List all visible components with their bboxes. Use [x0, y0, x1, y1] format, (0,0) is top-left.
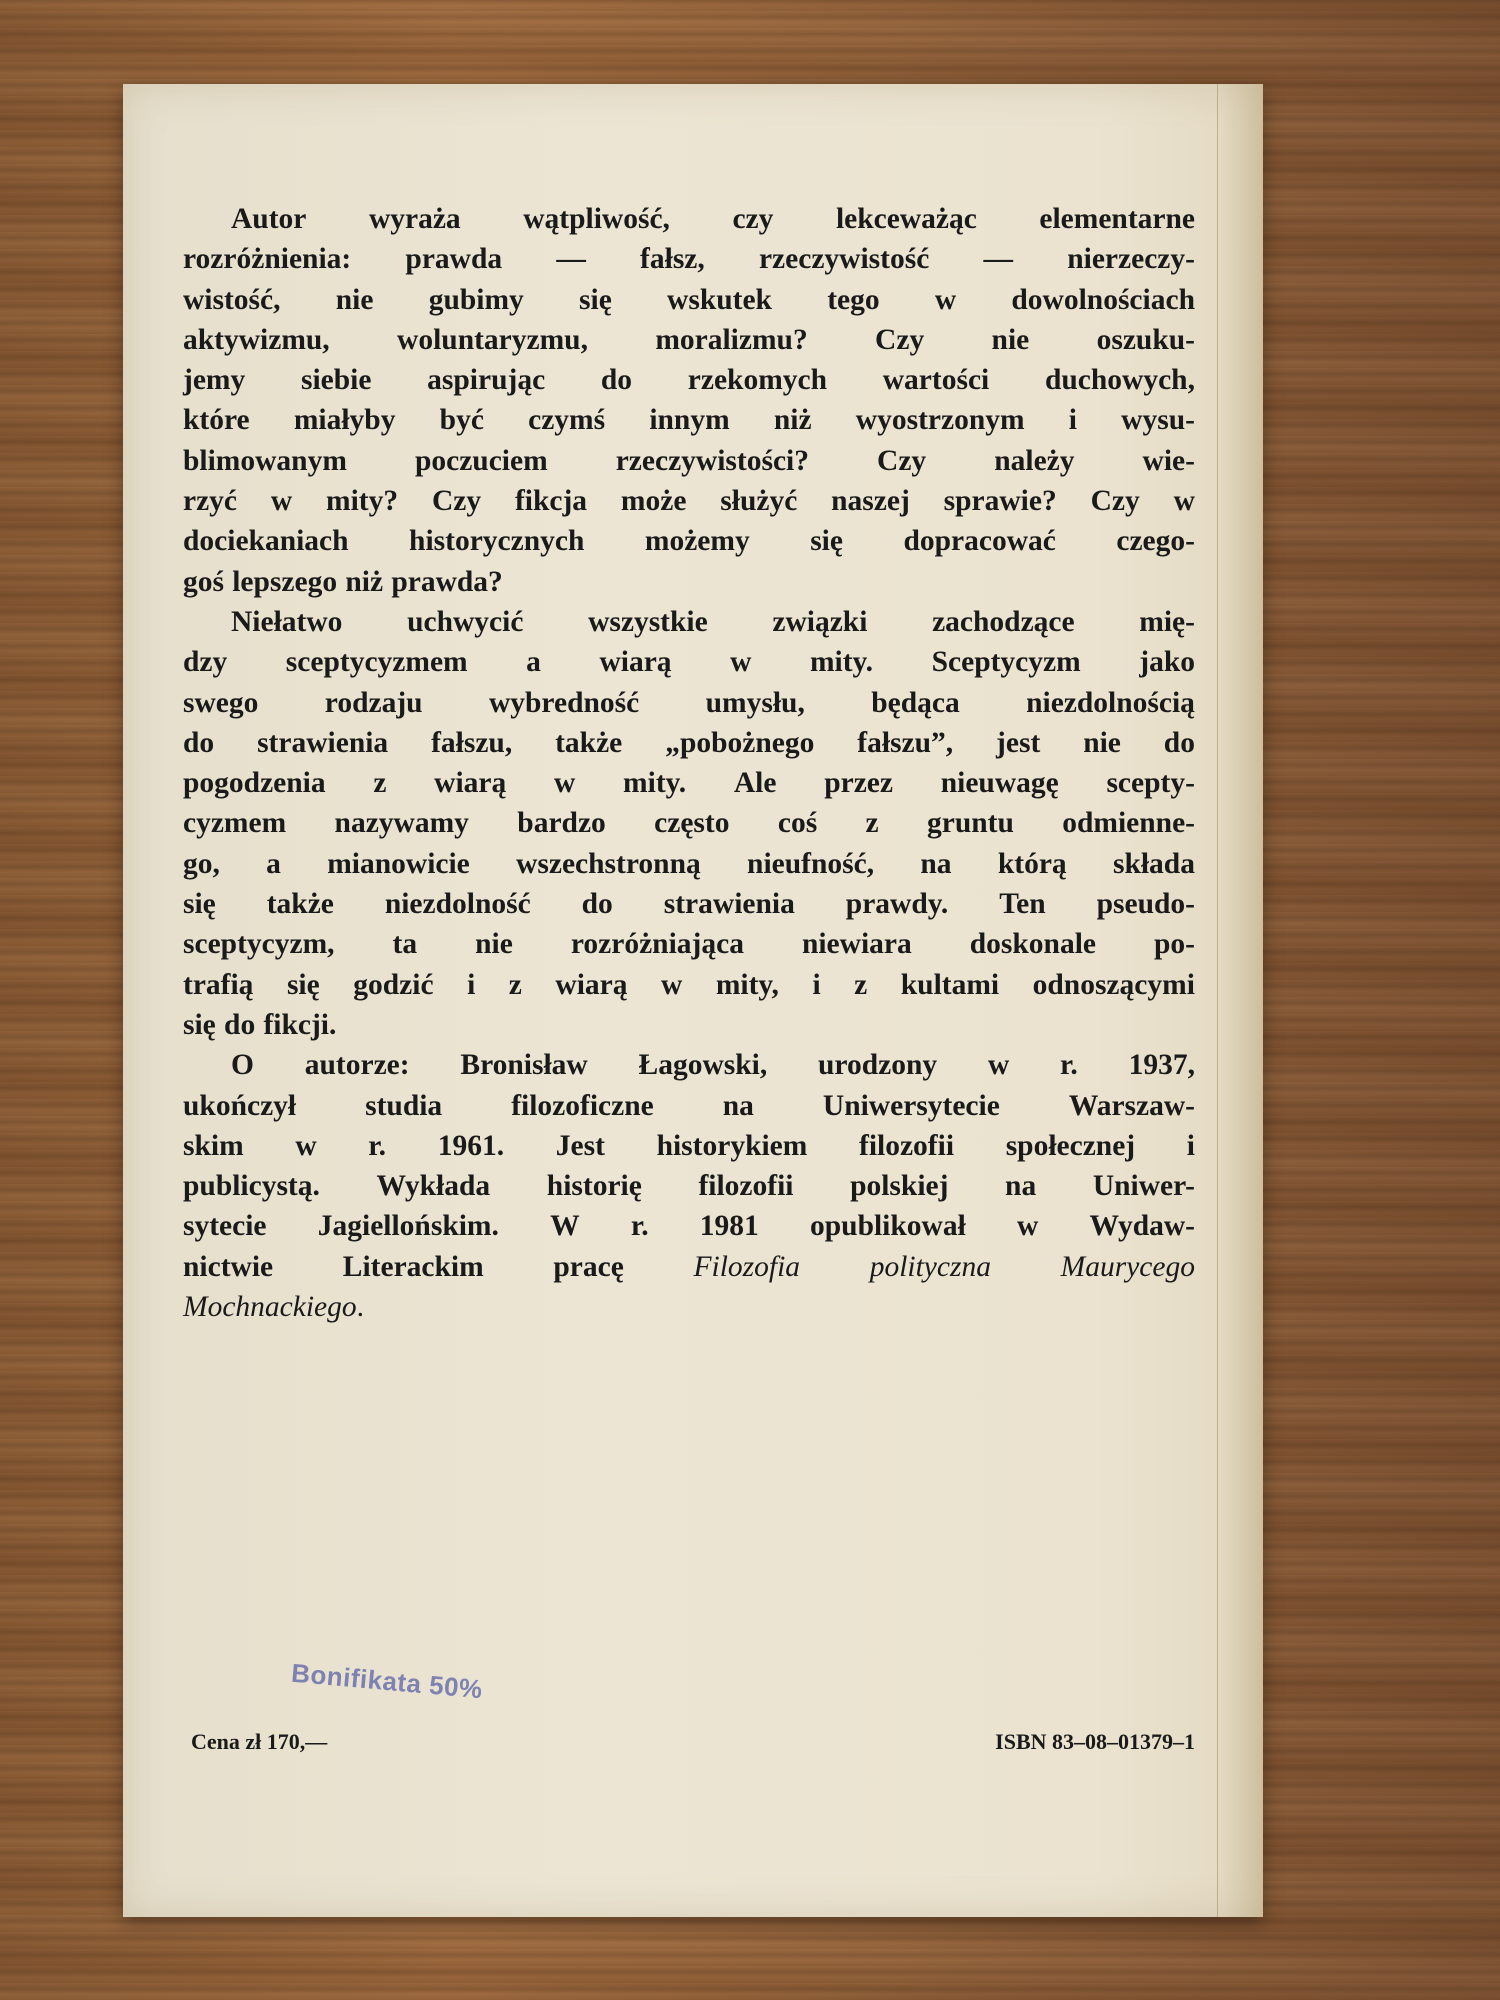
text-line: sceptycyzm, ta nie rozróżniająca niewiara doskonale po-: [183, 928, 1195, 961]
text-line: się do fikcji.: [183, 1008, 337, 1041]
blurb-text: [183, 199, 1195, 1327]
text-line: goś lepszego niż prawda?: [183, 565, 503, 598]
text-line: jemy siebie aspirując do rzekomych wartości duchowych,: [183, 364, 1195, 397]
text-line: skim w r. 1961. Jest historykiem filozofii społecznej i: [183, 1129, 1195, 1162]
text-line: rzyć w mity? Czy fikcja może służyć naszej sprawie? Czy w: [183, 485, 1195, 518]
text-line: O autorze: Bronisław Łagowski, urodzony w r. 1937,: [231, 1049, 1195, 1082]
text-line: dociekaniach historycznych możemy się dopracować czego-: [183, 525, 1195, 558]
text-line: nictwie Literackim pracę Filozofia polityczna Maurycego: [183, 1250, 1195, 1283]
text-line: się także niezdolność do strawienia prawdy. Ten pseudo-: [183, 888, 1195, 921]
discount-stamp: Bonifikata 50%: [290, 1657, 484, 1705]
text-line: cyzmem nazywamy bardzo często coś z gruntu odmienne-: [183, 807, 1195, 840]
text-line: do strawienia fałszu, także „pobożnego fałszu”, jest nie do: [183, 726, 1195, 759]
text-line: Mochnackiego .: [183, 1291, 365, 1324]
text-line: trafią się godzić i z wiarą w mity, i z kultami odnoszącymi: [183, 968, 1195, 1001]
text-line: Niełatwo uchwycić wszystkie związki zachodzące mię-: [231, 605, 1195, 638]
text-line: ukończył studia filozoficzne na Uniwersytecie Warszaw-: [183, 1089, 1195, 1122]
price-label: Cena zł 170,—: [191, 1729, 328, 1754]
text-line: które miałyby być czymś innym niż wyostrzonym i wysu-: [183, 404, 1195, 437]
text-line: go, a mianowicie wszechstronną nieufność, na którą składa: [183, 847, 1195, 880]
text-line: blimowanym poczuciem rzeczywistości? Czy należy wie-: [183, 444, 1195, 477]
text-line: dzy sceptycyzmem a wiarą w mity. Sceptycyzm jako: [183, 646, 1195, 679]
text-line: aktywizmu, woluntaryzmu, moralizmu? Czy nie oszuku-: [183, 323, 1195, 356]
text-line: wistość, nie gubimy się wskutek tego w dowolnościach: [183, 283, 1195, 316]
text-line: rozróżnienia: prawda — fałsz, rzeczywistość — nierzeczy-: [183, 243, 1195, 276]
book-edge: [1217, 84, 1263, 1917]
text-line: pogodzenia z wiarą w mity. Ale przez nieuwagę scepty-: [183, 767, 1195, 800]
text-line: sytecie Jagiellońskim. W r. 1981 opublikował w Wydaw-: [183, 1210, 1195, 1243]
text-line: Autor wyraża wątpliwość, czy lekceważąc elementarne: [231, 203, 1195, 235]
book-back-cover: [123, 84, 1263, 1917]
isbn-label: ISBN 83–08–01379–1: [995, 1729, 1195, 1754]
text-line: publicystą. Wykłada historię filozofii polskiej na Uniwer-: [183, 1170, 1195, 1203]
cover-footer: [191, 1729, 1195, 1755]
text-line: swego rodzaju wybredność umysłu, będąca niezdolnością: [183, 686, 1195, 719]
